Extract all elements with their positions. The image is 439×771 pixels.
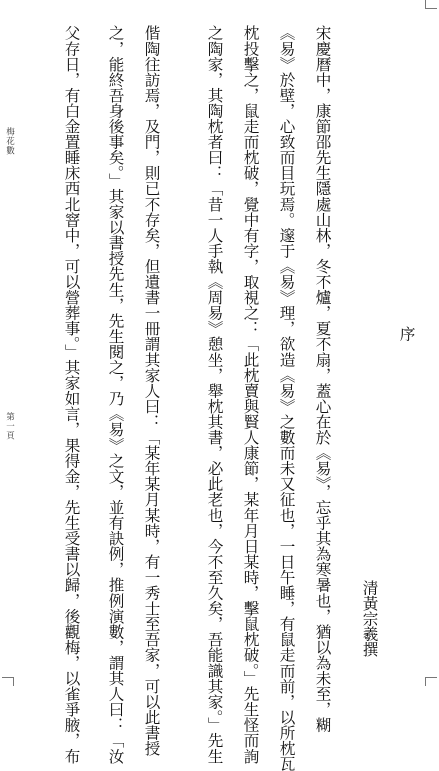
bottom-right-crop-mark [425,677,437,686]
bottom-left-crop-mark [2,677,14,686]
text-column: 偕陶往訪焉，及門，則已不存矣，但遺書一冊謂其家人曰：「某年某月某時，有一秀士至吾家，可以此書授 [142,25,161,756]
text-column: 枕投擊之，鼠走而枕破，覺中有字，取視之：「此枕賣與賢人康節，某年月日某時，擊鼠枕破。」先生怪而詢 [241,25,260,764]
text-column: 之陶家，其陶枕者曰：「昔一人手執《周易》憩坐，舉枕其書，必此老也，今不至久矣，吾能識其家。」先生 [205,25,224,764]
margin-page-label: 第一頁 [4,412,15,441]
text-column: 《易》於壁，心致而目玩焉。邃于《易》理，欲造《易》之數而未又征也，一日午睡，有鼠走而前，以所枕瓦 [277,25,296,771]
text-column: 之，能終吾身後事矣。」其家以書授先生，先生閱之，乃《易》之文，並有訣例，推例演數，謂其人曰：「汝 [106,25,125,764]
preface-title: 序 [397,326,416,342]
text-column: 父存日，有白金置睡床西北窨中，可以營葬事。」其家如言，果得金，先生受書以歸，後觀梅，以雀爭腋，布 [62,25,81,764]
author-attribution: 清黃宗羲撰 [360,580,379,657]
top-right-crop-mark [425,0,437,9]
text-column: 宋慶曆中，康節邵先生隱處山林，冬不爐，夏不扇，蓋心在於《易》，忘乎其為寒暑也，猶以為未至，糊 [313,25,332,733]
margin-book-title: 梅花數 [4,127,15,156]
